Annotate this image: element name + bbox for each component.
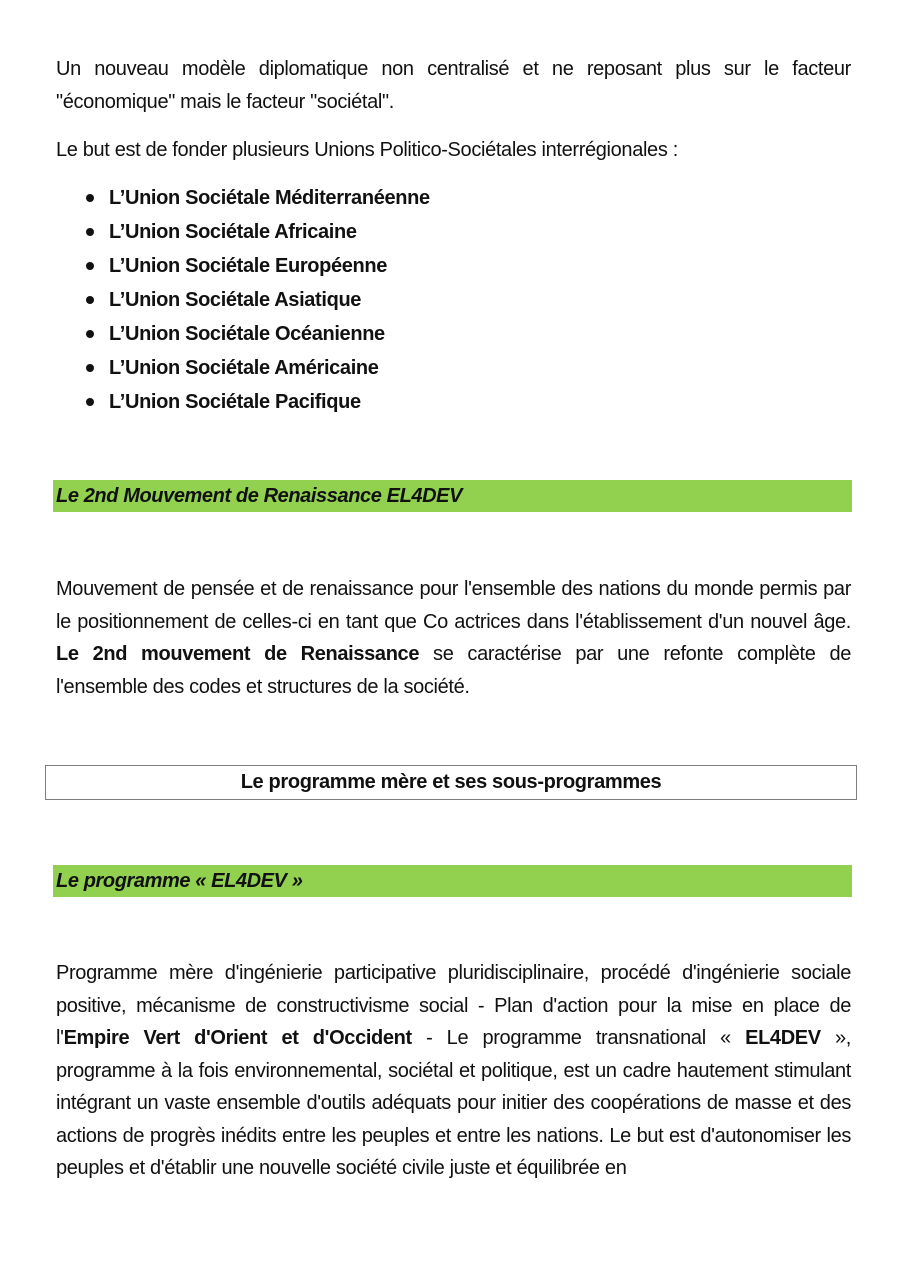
bullet-icon [86,228,94,236]
bullet-icon [86,330,94,338]
intro-lead-sentence: Le but est de fonder plusieurs Unions Politico-Sociétales interrégionales : [56,139,678,161]
bullet-icon [86,398,94,406]
list-item: L’Union Sociétale Pacifique [56,385,851,419]
list-item: L’Union Sociétale Africaine [56,215,851,249]
section-heading-text: Le 2nd Mouvement de Renaissance EL4DEV [56,485,463,507]
section-heading-programme [53,865,852,897]
intro-paragraph: Un nouveau modèle diplomatique non centralisé et ne reposant plus sur le facteur "économique" mais le facteur "sociétal". [56,58,851,113]
section-heading-text: Le programme « EL4DEV » [56,870,303,892]
list-item: L’Union Sociétale Asiatique [56,283,851,317]
unions-list [56,181,851,419]
section-heading-renaissance [53,480,852,512]
list-item: L’Union Sociétale Méditerranéenne [56,181,851,215]
list-item: L’Union Sociétale Européenne [56,249,851,283]
bullet-icon [86,194,94,202]
bullet-icon [86,364,94,372]
programme-paragraph: Programme mère d'ingénierie participative pluridisciplinaire, procédé d'ingénierie sociale positive, mécanisme de constructivisme social - Plan d'action pour la mise en place de l'Empire Vert d'Orient et d'Occident - Le programme transnational « EL4DEV », programme à la fois environnemental, sociétal et politique, est un cadre hautement stimulant intégrant un vaste ensemble d'outils adéquats pour initier des coopérations de masse et des actions de progrès inédits entre les peuples et entre les nations. Le but est d'autonomiser les peuples et d'établir une nouvelle société civile juste et équilibrée en [56,962,852,1179]
bullet-icon [86,262,94,270]
list-item: L’Union Sociétale Océanienne [56,317,851,351]
boxed-title: Le programme mère et ses sous-programmes [45,765,857,800]
bullet-icon [86,296,94,304]
list-item: L’Union Sociétale Américaine [56,351,851,385]
renaissance-paragraph: Mouvement de pensée et de renaissance pour l'ensemble des nations du monde permis par le positionnement de celles-ci en tant que Co actrices dans l'établissement d'un nouvel âge. Le 2nd mouvement de Renaissance se caractérise par une refonte complète de l'ensemble des codes et structures de la société. [56,578,851,698]
